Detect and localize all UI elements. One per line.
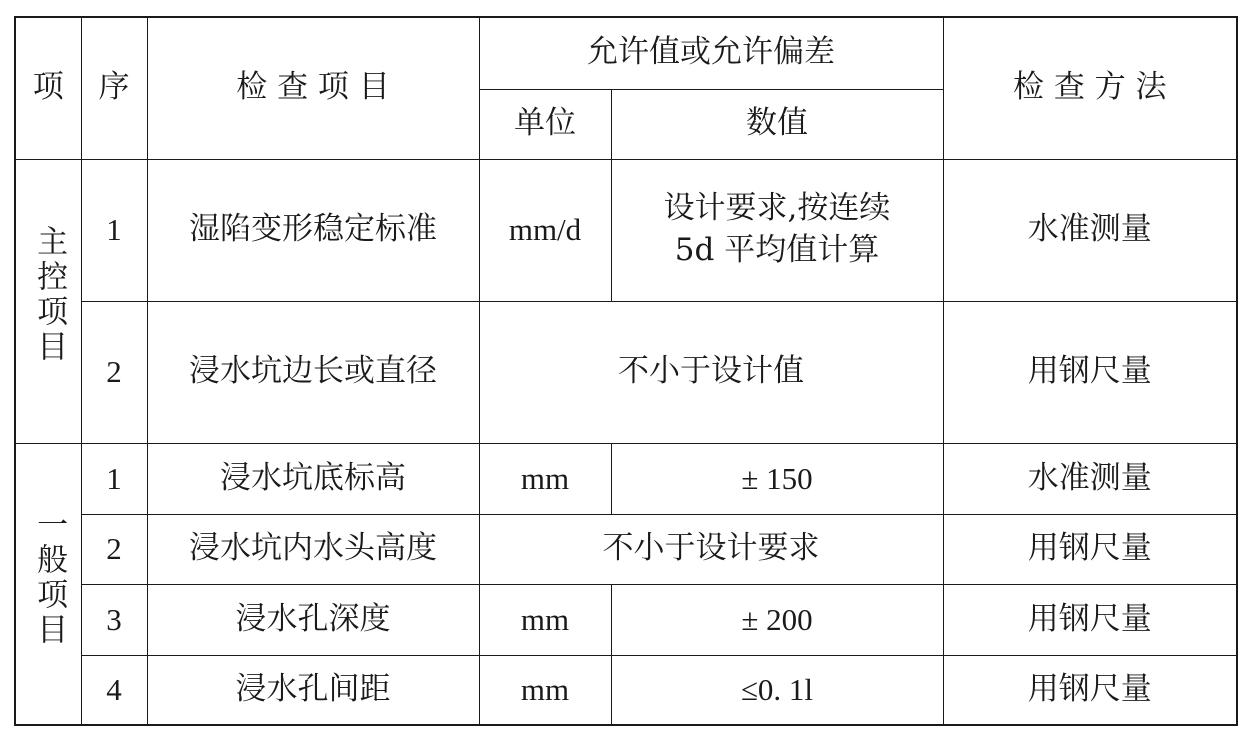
row-method: 水准测量 [943, 159, 1237, 301]
table-row [15, 301, 1237, 443]
header-seq: 序 [81, 17, 147, 159]
group-main-label: 主控项目 [31, 225, 68, 366]
row-seq: 2 [81, 514, 147, 584]
header-row [15, 17, 1237, 89]
row-unit: mm [479, 655, 611, 725]
row-seq: 1 [81, 443, 147, 514]
row-seq: 3 [81, 584, 147, 655]
row-item: 浸水坑内水头高度 [147, 514, 479, 584]
row-value-line2: 5d 平均值计算 [674, 232, 880, 268]
header-item: 检 查 项 目 [147, 17, 479, 159]
header-allowed: 允许值或允许偏差 [479, 17, 943, 89]
row-method: 用钢尺量 [943, 301, 1237, 443]
row-method: 水准测量 [943, 443, 1237, 514]
table-row [15, 514, 1237, 584]
row-seq: 4 [81, 655, 147, 725]
table-row [15, 159, 1237, 301]
group-general-cell [15, 443, 81, 725]
table-row [15, 443, 1237, 514]
row-item: 浸水孔深度 [147, 584, 479, 655]
header-category: 项 [15, 17, 81, 159]
row-item: 浸水孔间距 [147, 655, 479, 725]
table-row [15, 655, 1237, 725]
row-item: 浸水坑边长或直径 [147, 301, 479, 443]
row-unit: mm [479, 584, 611, 655]
row-seq: 2 [81, 301, 147, 443]
row-method: 用钢尺量 [943, 655, 1237, 725]
header-unit: 单位 [479, 89, 611, 159]
header-value: 数值 [611, 89, 943, 159]
inspection-table [14, 16, 1238, 726]
group-main-cell [15, 159, 81, 443]
row-value: ± 200 [611, 584, 943, 655]
row-value [611, 159, 943, 301]
header-method: 检 查 方 法 [943, 17, 1237, 159]
row-method: 用钢尺量 [943, 584, 1237, 655]
row-seq: 1 [81, 159, 147, 301]
row-unit: mm [479, 443, 611, 514]
row-value: ≤0. 1l [611, 655, 943, 725]
row-value: 不小于设计要求 [479, 514, 943, 584]
row-value: 不小于设计值 [479, 301, 943, 443]
table-row [15, 584, 1237, 655]
row-value-line1: 设计要求,按连续 [663, 190, 891, 227]
group-general-label: 一般项目 [31, 507, 68, 648]
row-value: ± 150 [611, 443, 943, 514]
row-item: 浸水坑底标高 [147, 443, 479, 514]
row-unit: mm/d [479, 159, 611, 301]
row-method: 用钢尺量 [943, 514, 1237, 584]
row-item: 湿陷变形稳定标准 [147, 159, 479, 301]
